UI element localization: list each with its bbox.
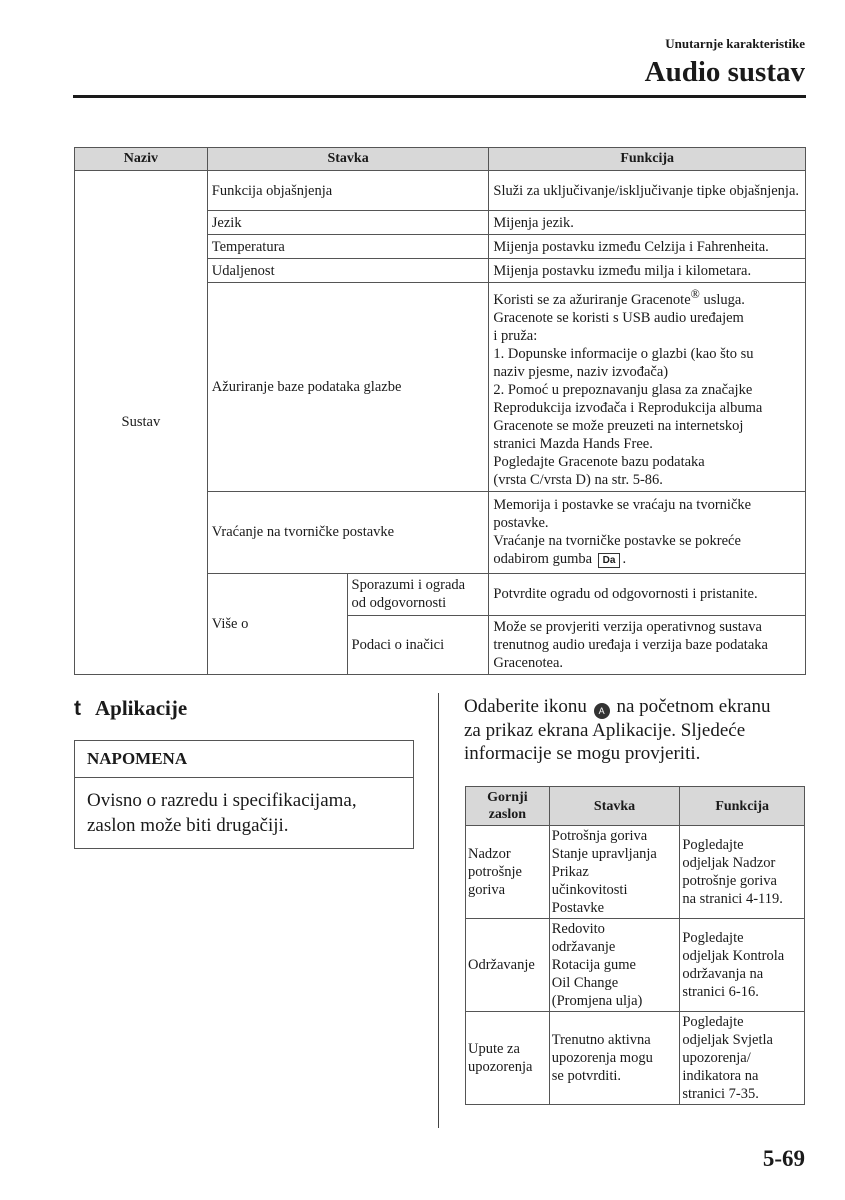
function-cell: Mijenja postavku između Celzija i Fahrenheita. xyxy=(489,235,806,259)
apps-table xyxy=(465,786,805,1105)
subitem-cell: Sporazumi i ograda od odgovornosti xyxy=(347,573,489,615)
registered-mark: ® xyxy=(690,287,700,301)
item-cell: Vraćanje na tvorničke postavke xyxy=(207,491,489,573)
section-title: Unutarnje karakteristike xyxy=(665,36,805,51)
apps-left-column xyxy=(74,692,414,849)
item-cell: Temperatura xyxy=(207,235,489,259)
header-stavka: Stavka xyxy=(207,148,489,171)
table-header-row xyxy=(466,787,805,826)
item-cell: Udaljenost xyxy=(207,259,489,283)
function-cell: Pogledajte odjeljak Svjetla upozorenja/ indikatora na stranici 7-35. xyxy=(680,1012,805,1105)
top-screen-cell: Upute za upozorenja xyxy=(466,1012,550,1105)
table-row xyxy=(75,171,806,211)
settings-table xyxy=(74,147,806,675)
note-title: NAPOMENA xyxy=(75,741,413,778)
item-cell: Potrošnja goriva Stanje upravljanja Prikaz učinkovitosti Postavke xyxy=(549,826,680,919)
function-cell: Mijenja postavku između milja i kilometara. xyxy=(489,259,806,283)
item-cell: Ažuriranje baze podataka glazbe xyxy=(207,283,489,492)
header-funkcija: Funkcija xyxy=(489,148,806,171)
header-funkcija: Funkcija xyxy=(680,787,805,826)
top-screen-cell: Održavanje xyxy=(466,919,550,1012)
note-body: Ovisno o razredu i specifikacijama, zaslon može biti drugačiji. xyxy=(87,790,357,836)
function-cell: Potvrdite ogradu od odgovornosti i pristanite. xyxy=(489,573,806,615)
section-marker: t xyxy=(74,697,81,720)
note-box xyxy=(74,740,414,849)
table-row xyxy=(466,1012,805,1105)
subitem-cell: Podaci o inačici xyxy=(347,615,489,674)
function-cell: Služi za uključivanje/isključivanje tipke objašnjenja. xyxy=(489,171,806,211)
item-cell: Trenutno aktivna upozorenja mogu se potvrditi. xyxy=(549,1012,680,1105)
group-cell: Sustav xyxy=(75,171,208,675)
column-divider xyxy=(438,693,439,1128)
da-button-icon: Da xyxy=(598,553,621,568)
page-title: Audio sustav xyxy=(644,56,805,88)
page-number: 5-69 xyxy=(762,1146,805,1171)
function-cell: Mijenja jezik. xyxy=(489,211,806,235)
item-cell: Više o xyxy=(207,573,347,674)
function-cell: Memorija i postavke se vraćaju na tvorničke postavke. Vraćanje na tvorničke postavke se pokreće odabirom gumba Da . xyxy=(489,491,806,573)
header-rule xyxy=(73,95,806,98)
header-stavka: Stavka xyxy=(549,787,680,826)
apps-intro-text: Odaberite ikonu A na početnom ekranu za prikaz ekrana Aplikacije. Sljedeće informacije se mogu provjeriti. xyxy=(464,696,771,764)
item-cell: Redovito održavanje Rotacija gume Oil Change (Promjena ulja) xyxy=(549,919,680,1012)
function-cell: Pogledajte odjeljak Nadzor potrošnje goriva na stranici 4-119. xyxy=(680,826,805,919)
item-cell: Funkcija objašnjenja xyxy=(207,171,489,211)
table-header-row xyxy=(75,148,806,171)
function-cell: Pogledajte odjeljak Kontrola održavanja na stranici 6-16. xyxy=(680,919,805,1012)
section-heading: t Aplikacije xyxy=(74,696,188,720)
function-cell: Koristi se za ažuriranje Gracenote® usluga. Gracenote se koristi s USB audio uređajem i pruža: 1. Dopunske informacije o glazbi (kao što su naziv pjesme, naziv izvođača) 2. Pomoć u prepoznavanju glasa za značajke Reprodukcija izvođača i Reprodukcija albuma Gracenote se može preuzeti na internetskoj stranici Mazda Hands Free. Pogledajte Gracenote bazu podataka (vrsta C/vrsta D) na str. 5-86. xyxy=(489,283,806,492)
table-row xyxy=(466,826,805,919)
top-screen-cell: Nadzor potrošnje goriva xyxy=(466,826,550,919)
function-cell: Može se provjeriti verzija operativnog sustava trenutnog audio uređaja i verzija baze podataka Gracenotea. xyxy=(489,615,806,674)
table-row xyxy=(466,919,805,1012)
header-naziv: Naziv xyxy=(75,148,208,171)
header-gornji-zaslon: Gornji zaslon xyxy=(466,787,550,826)
apps-icon: A xyxy=(594,703,610,719)
item-cell: Jezik xyxy=(207,211,489,235)
